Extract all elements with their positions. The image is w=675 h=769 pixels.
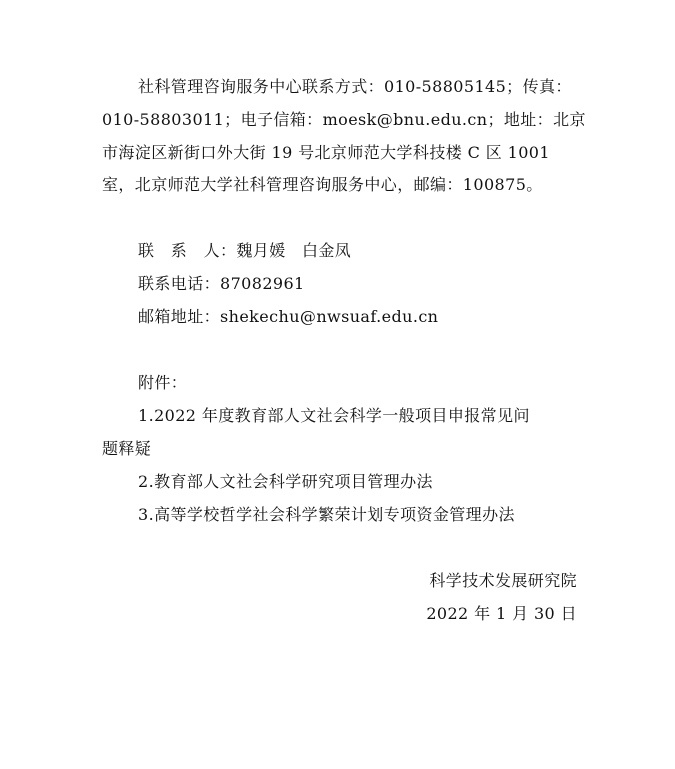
contact-line-1: 社科管理咨询服务中心联系方式：010-58805145；传真： [138,77,572,96]
attachment-item-3: 3.高等学校哲学社会科学繁荣计划专项资金管理办法 [138,505,515,524]
attachments-heading: 附件： [138,373,188,392]
signature-date: 2022 年 1 月 30 日 [426,604,577,623]
contact-phone: 联系电话：87082961 [138,274,305,293]
contact-line-2: 010-58803011；电子信箱：moesk@bnu.edu.cn；地址：北京 [102,110,586,129]
contact-email: 邮箱地址：shekechu@nwsuaf.edu.cn [138,307,439,326]
contact-person: 联 系 人：魏月媛 白金凤 [138,241,352,260]
attachment-item-2: 2.教育部人文社会科学研究项目管理办法 [138,472,433,491]
contact-line-3: 市海淀区新街口外大街 19 号北京师范大学科技楼 C 区 1001 [102,143,550,162]
attachment-item-1-line-1: 1.2022 年度教育部人文社会科学一般项目申报常见问 [138,406,530,425]
signature-org: 科学技术发展研究院 [429,571,577,590]
attachment-item-1-line-2: 题释疑 [102,439,152,458]
contact-line-4: 室，北京师范大学社科管理咨询服务中心，邮编：100875。 [102,175,543,194]
